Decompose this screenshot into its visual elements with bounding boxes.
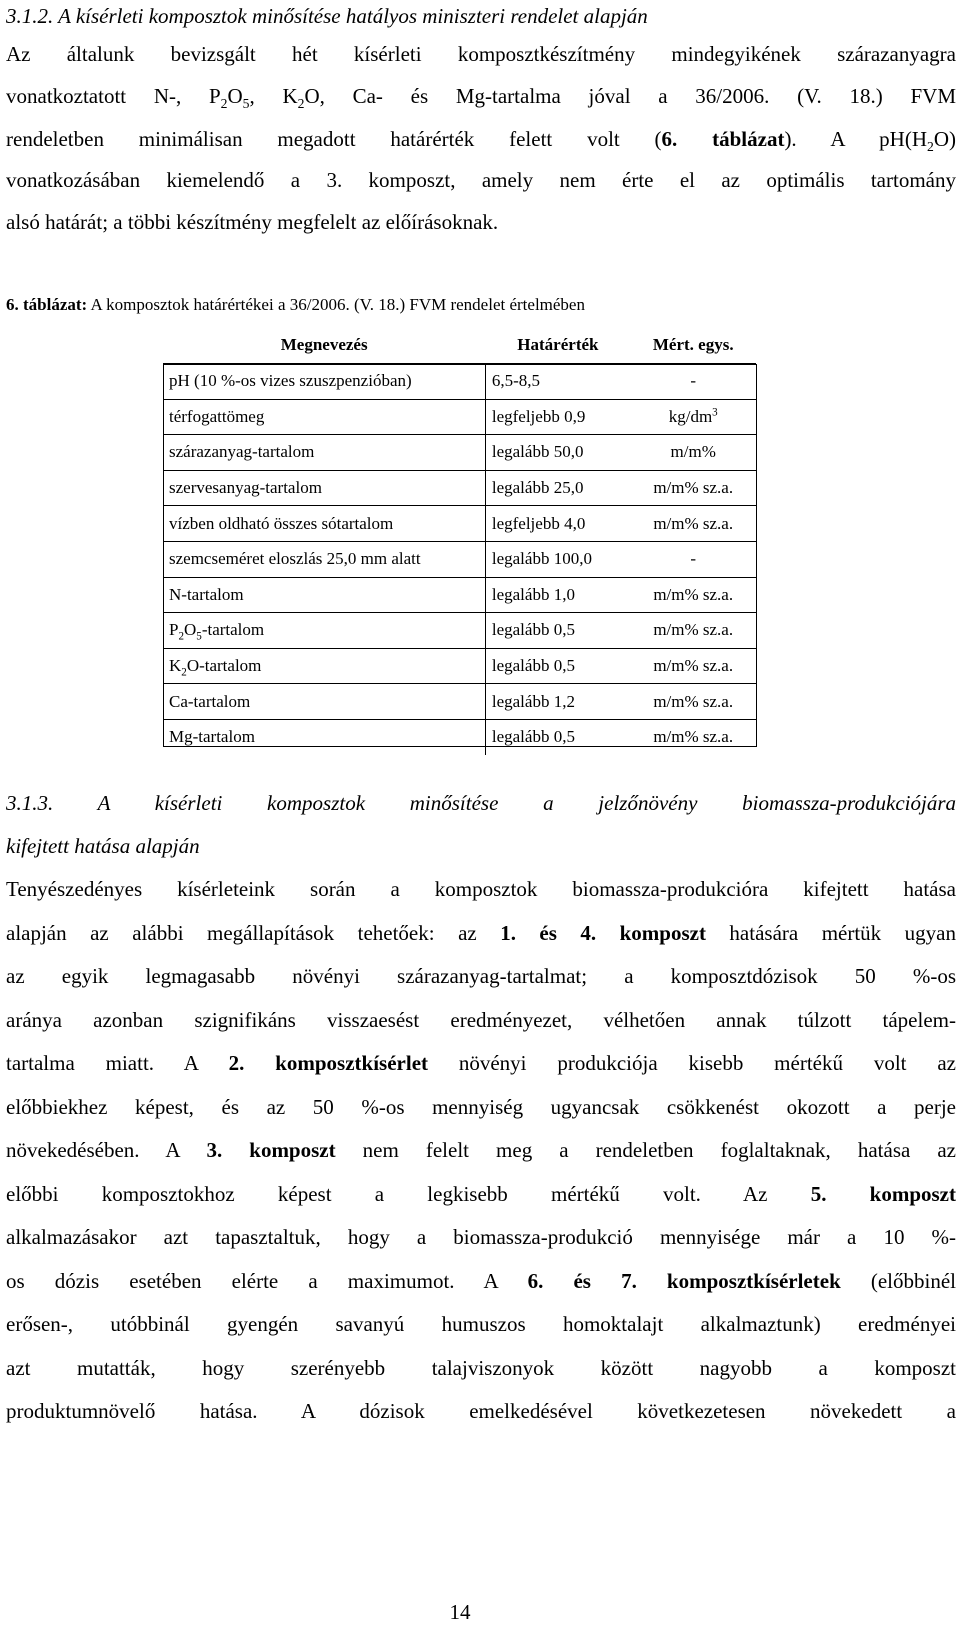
row-name: N-tartalom xyxy=(163,577,485,613)
table-row xyxy=(163,364,756,400)
paragraph-line: növekedésében. A 3. komposzt nem felelt meg a rendeletben foglaltaknak, hatása az xyxy=(6,1138,956,1162)
row-limit: legalább 50,0 xyxy=(491,442,584,462)
table-caption: 6. táblázat: A komposztok határértékei a 36/2006. (V. 18.) FVM rendelet értelmében xyxy=(6,295,585,314)
paragraph-line: az egyik legmagasabb növényi szárazanyag-tartalmat; a komposztdózisok 50 %-os xyxy=(6,964,956,988)
row-name: szervesanyag-tartalom xyxy=(163,470,485,506)
header-limit: Határérték xyxy=(517,335,599,354)
row-unit: m/m% sz.a. xyxy=(653,513,734,533)
row-name: $P_2O_5$-tartalom xyxy=(163,613,485,649)
row-name: $K_2O$-tartalom xyxy=(163,648,485,684)
row-name: térfogattömeg xyxy=(163,399,485,435)
row-unit: m/m% sz.a. xyxy=(653,584,734,604)
row-unit: m/m% xyxy=(670,442,716,462)
row-name: szárazanyag-tartalom xyxy=(163,435,485,471)
table-row xyxy=(163,719,756,754)
row-unit: m/m% sz.a. xyxy=(653,656,734,676)
section-heading-3-1-3-cont: kifejtett hatása alapján xyxy=(6,834,200,858)
paragraph-line: produktumnövelő hatása. A dózisok emelkedésével következetesen növekedett a xyxy=(6,1399,956,1423)
paragraph-line: rendeletben minimálisan megadott határérték felett volt (6. táblázat). A $pH(H_2O)$ xyxy=(6,127,956,155)
paragraph-line: azt mutatták, hogy szerényebb talajviszonyok között nagyobb a komposzt xyxy=(6,1356,956,1380)
paragraph-line: vonatkoztatott N-, $P_2O_5$, $K_2O$, Ca- és Mg-tartalma jóval a 36/2006. (V. 18.) FVM xyxy=(6,84,956,112)
row-unit: - xyxy=(690,371,697,391)
row-unit: m/m% sz.a. xyxy=(653,691,734,711)
row-limit: legfeljebb 0,9 xyxy=(491,406,586,426)
row-limit: legalább 0,5 xyxy=(491,656,575,676)
table-row xyxy=(163,577,756,613)
table-row xyxy=(163,506,756,542)
table-row xyxy=(163,684,756,720)
row-limit: legalább 1,0 xyxy=(491,584,575,604)
paragraph-line: alapján az alábbi megállapítások tehetőek: az 1. és 4. komposzt hatására mértük ugyan xyxy=(6,921,956,945)
row-limit: legalább 1,2 xyxy=(491,691,575,711)
row-limit: 6,5-8,5 xyxy=(491,371,541,391)
row-unit: m/m% sz.a. xyxy=(653,478,734,498)
paragraph-line: alsó határát; a többi készítmény megfelelt az előírásoknak. xyxy=(6,210,499,234)
table-row xyxy=(163,541,756,577)
row-name: Mg-tartalom xyxy=(163,719,485,754)
paragraph-line: előbbi komposztokhoz képest a legkisebb mértékű volt. Az 5. komposzt xyxy=(6,1182,956,1206)
page-number: 14 xyxy=(449,1600,471,1624)
header-name: Megnevezés xyxy=(280,335,368,354)
table-row xyxy=(163,470,756,506)
paragraph-line: erősen-, utóbbinál gyengén savanyú humuszos homoktalajt alkalmaztunk) eredményei xyxy=(6,1312,956,1336)
row-name: pH (10 %-os vizes szuszpenzióban) xyxy=(163,364,485,400)
row-limit: legalább 25,0 xyxy=(491,478,584,498)
table-row xyxy=(163,648,756,684)
paragraph-line: előbbiekhez képest, és az 50 %-os mennyiség ugyancsak csökkenést okozott a perje xyxy=(6,1095,956,1119)
table-row xyxy=(163,399,756,435)
table-row xyxy=(163,613,756,649)
paragraph-line: tartalma miatt. A 2. komposztkísérlet növényi produkciója kisebb mértékű volt az xyxy=(6,1051,956,1075)
row-unit: m/m% sz.a. xyxy=(653,727,734,747)
row-limit: legfeljebb 4,0 xyxy=(491,513,586,533)
row-name: Ca-tartalom xyxy=(163,684,485,720)
row-unit: - xyxy=(690,549,697,569)
paragraph-line: os dózis esetében elérte a maximumot. A 6. és 7. komposztkísérletek (előbbinél xyxy=(6,1269,956,1293)
row-limit: legalább 0,5 xyxy=(491,620,575,640)
paragraph-line: alkalmazásakor azt tapasztaltuk, hogy a biomassza-produkció mennyisége már a 10 %- xyxy=(6,1225,956,1249)
header-unit: Mért. egys. xyxy=(652,335,734,354)
row-limit: legalább 0,5 xyxy=(491,727,575,747)
paragraph-line: Tenyészedényes kísérleteink során a komposztok biomassza-produkcióra kifejtett hatása xyxy=(6,877,956,901)
row-unit: $kg/dm^3$ xyxy=(668,406,718,426)
section-heading-3-1-2: 3.1.2. A kísérleti komposztok minősítése hatályos miniszteri rendelet alapján xyxy=(6,4,648,28)
limits-table xyxy=(163,327,756,755)
paragraph-line: aránya azonban szignifikáns visszaesést eredményezet, vélhetően annak túlzott tápelem- xyxy=(6,1008,956,1032)
paragraph-line: vonatkozásában kiemelendő a 3. komposzt, amely nem érte el az optimális tartomány xyxy=(6,168,956,192)
row-name: vízben oldható összes sótartalom xyxy=(163,506,485,542)
row-name: szemcseméret eloszlás 25,0 mm alatt xyxy=(163,541,485,577)
row-limit: legalább 100,0 xyxy=(491,549,592,569)
table-row xyxy=(163,435,756,471)
row-unit: m/m% sz.a. xyxy=(653,620,734,640)
section-heading-3-1-3: 3.1.3. A kísérleti komposztok minősítése a jelzőnövény biomassza-produkciójára xyxy=(6,791,956,815)
table-header-row xyxy=(163,327,756,364)
paragraph-line: Az általunk bevizsgált hét kísérleti komposztkészítmény mindegyikének szárazanyagra xyxy=(6,42,956,66)
